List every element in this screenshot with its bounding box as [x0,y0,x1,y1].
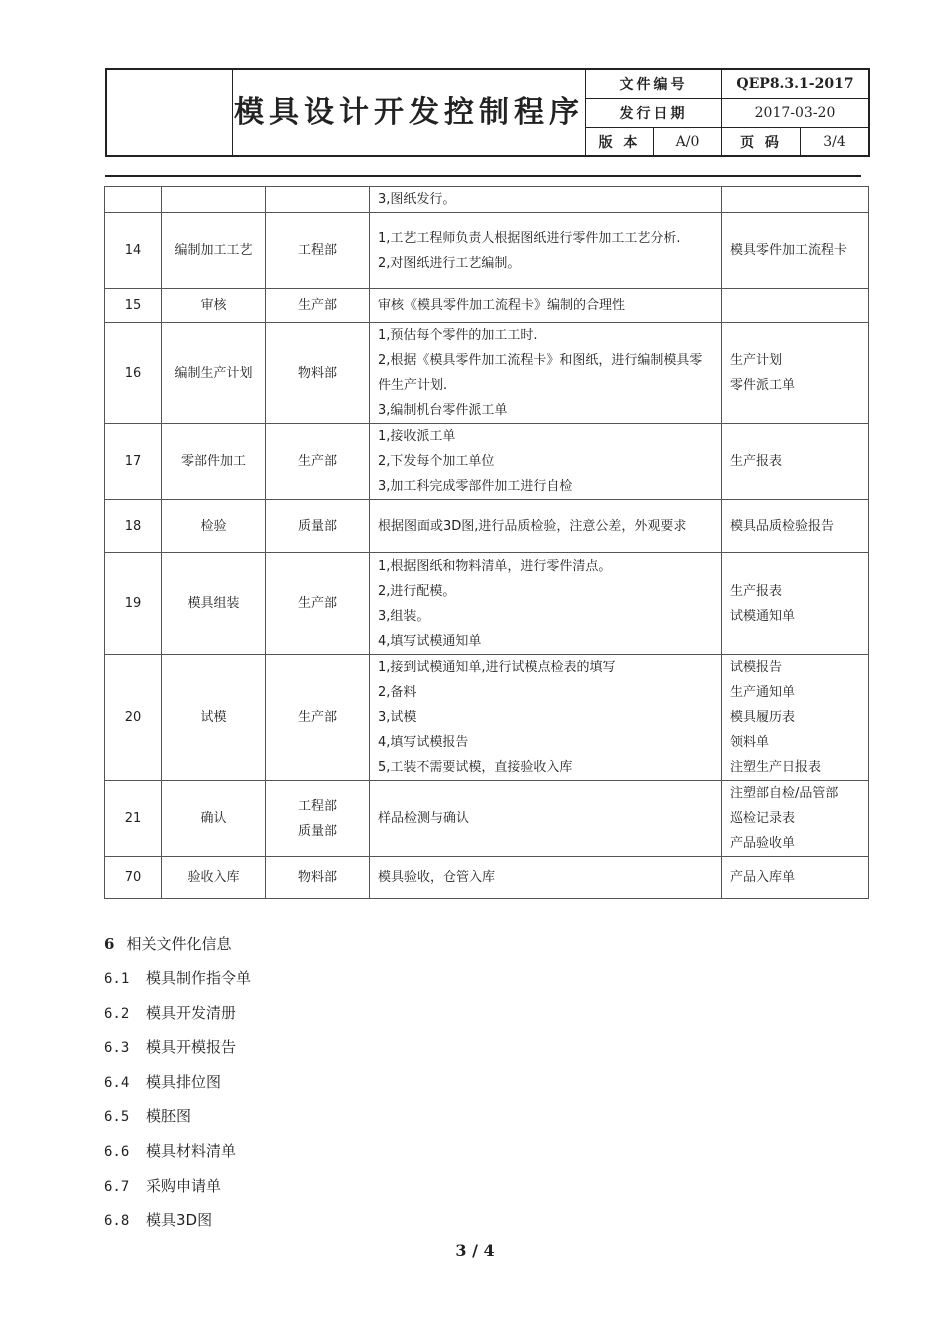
document-meta [586,70,868,155]
cell-content [370,289,722,323]
cell-content-line: 审核《模具零件加工流程卡》编制的合理性 [378,298,626,313]
list-item-text: 采购申请单 [146,1176,222,1195]
cell-content [370,187,722,213]
title-cell [233,70,586,155]
list-item-number: 6.4 [104,1074,130,1091]
cell-step-no: 14 [105,213,162,289]
cell-record [722,424,869,500]
list-item-number: 6.5 [104,1109,130,1126]
list-item-number: 6.1 [104,971,130,987]
cell-content [370,500,722,553]
cell-step-name: 零部件加工 [162,424,266,500]
cell-record-line: 巡检记录表 [730,811,796,826]
meta-row-doc-no [586,70,868,99]
cell-record [722,213,869,289]
cell-content-line: 1,接收派工单 [378,429,456,444]
cell-content-line: 根据图面或3D图,进行品质检验，注意公差，外观要求 [378,518,687,534]
cell-record [722,289,869,323]
list-item-text: 模胚图 [146,1107,192,1126]
cell-record-line: 零件派工单 [730,378,796,393]
cell-department-line: 生产部 [297,596,337,611]
cell-step-name: 检验 [162,500,266,553]
list-item [104,1102,251,1137]
cell-content-line: 1,预估每个零件的加工工时. [378,328,538,343]
list-item [104,1206,251,1241]
list-item-number: 6.3 [104,1040,130,1057]
cell-content-line: 4,填写试模报告 [378,735,469,750]
cell-department [266,781,370,857]
list-item-number: 6.2 [104,1005,130,1022]
meta-row-version [586,128,868,155]
table-row [105,655,869,781]
list-item [104,999,251,1034]
cell-content-line: 2,进行配模。 [378,583,456,599]
list-item-text: 模具制作指令单 [146,969,252,987]
cell-step-no: 16 [105,323,162,424]
list-item-text: 模具开发清册 [146,1003,237,1022]
cell-content-line: 1,工艺工程师负责人根据图纸进行零件加工工艺分析. [378,230,681,246]
list-item-number: 6.6 [104,1143,130,1160]
cell-content-line: 3,编制机台零件派工单 [378,403,508,418]
cell-step-name: 审核 [162,289,266,323]
header-divider [105,175,861,177]
cell-step-name: 验收入库 [162,857,266,899]
document-header [105,68,870,157]
cell-department [266,213,370,289]
cell-department [266,323,370,424]
cell-step-name: 编制加工工艺 [162,213,266,289]
cell-step-no: 17 [105,424,162,500]
cell-department [266,187,370,213]
cell-department-line: 工程部 [297,798,337,814]
cell-content [370,213,722,289]
table-row [105,187,869,213]
version-label: 版 本 [586,128,654,155]
cell-step-no: 20 [105,655,162,781]
cell-record-line: 注塑部自检/品管部 [730,786,839,801]
cell-step-no: 21 [105,781,162,857]
cell-step-name [162,187,266,213]
cell-content-line: 4,填写试模通知单 [378,633,482,649]
section-number: 6 [104,935,115,953]
issue-date-value: 2017-03-20 [754,105,836,121]
cell-department [266,424,370,500]
list-item-number: 6.7 [104,1178,130,1195]
cell-content [370,781,722,857]
cell-department-line: 物料部 [297,365,337,381]
cell-step-no: 70 [105,857,162,899]
cell-content-line: 模具验收，仓管入库 [378,870,496,885]
cell-content-line: 2,备料 [378,685,417,700]
cell-department-line: 质量部 [297,518,337,534]
related-documents-section [104,930,251,1241]
meta-row-issue-date [586,99,868,128]
page-label: 页 码 [722,128,801,155]
cell-record-line: 试模通知单 [730,608,796,624]
cell-content-line: 3,试模 [378,710,417,725]
section-list [104,964,251,1241]
cell-content-line: 3,组装。 [378,608,430,624]
cell-step-name: 编制生产计划 [162,323,266,424]
cell-content-line: 5,工装不需要试模，直接验收入库 [378,760,573,775]
cell-record-line: 产品入库单 [730,870,796,885]
cell-content [370,655,722,781]
cell-record-line: 模具品质检验报告 [730,518,835,534]
list-item [104,1068,251,1103]
cell-content [370,553,722,655]
cell-record-line: 生产计划 [730,353,783,368]
list-item [104,1172,251,1207]
cell-content [370,323,722,424]
table-row [105,424,869,500]
cell-department-line: 生产部 [297,298,337,313]
version-value: A/0 [654,128,722,155]
table-row [105,323,869,424]
list-item-text: 模具3D图 [146,1211,213,1230]
section-heading [104,930,251,964]
doc-no-value: QEP8.3.1-2017 [736,76,854,92]
page-value: 3/4 [823,133,846,150]
cell-record-line: 生产通知单 [730,685,796,700]
page-footer: 3 / 4 [455,1241,495,1260]
table-row [105,553,869,655]
cell-department-line: 质量部 [297,823,337,839]
cell-record-line: 生产报表 [730,583,783,599]
cell-record [722,187,869,213]
issue-date-label: 发行日期 [586,99,722,127]
cell-department-line: 生产部 [297,710,337,725]
document-title: 模具设计开发控制程序 [234,94,584,130]
cell-department [266,553,370,655]
cell-record-line: 模具履历表 [730,710,796,725]
cell-content [370,424,722,500]
cell-record [722,857,869,899]
cell-record [722,553,869,655]
procedure-table-body [105,187,869,899]
cell-step-no: 18 [105,500,162,553]
cell-record-line: 领料单 [730,735,770,750]
cell-content-line: 2,对图纸进行工艺编制。 [378,255,521,271]
list-item [104,1137,251,1172]
cell-step-no: 15 [105,289,162,323]
list-item-text: 模具材料清单 [146,1141,237,1160]
table-row [105,213,869,289]
cell-step-name: 试模 [162,655,266,781]
cell-record-line: 试模报告 [730,660,783,675]
list-item [104,1033,251,1068]
list-item-text: 模具排位图 [146,1072,222,1091]
cell-step-name: 模具组装 [162,553,266,655]
list-item-text: 模具开模报告 [146,1038,237,1057]
cell-department [266,289,370,323]
cell-record [722,500,869,553]
doc-no-label: 文件编号 [586,70,722,98]
cell-department-line: 工程部 [297,243,337,258]
cell-record-line: 注塑生产日报表 [730,760,822,775]
logo-cell [107,70,233,155]
cell-step-no: 19 [105,553,162,655]
cell-record [722,323,869,424]
cell-record-line: 模具零件加工流程卡 [730,243,848,258]
cell-department-line: 物料部 [297,870,337,885]
cell-content-line: 样品检测与确认 [378,811,470,826]
section-title: 相关文件化信息 [126,935,232,953]
cell-department [266,857,370,899]
list-item-number: 6.8 [104,1213,130,1230]
cell-content-line: 3,加工科完成零部件加工进行自检 [378,479,573,494]
cell-record [722,781,869,857]
cell-record [722,655,869,781]
cell-record-line: 生产报表 [730,454,783,469]
cell-content-line: 2,下发每个加工单位 [378,454,495,469]
cell-department [266,500,370,553]
procedure-table [104,186,869,899]
cell-content-line: 1,接到试模通知单,进行试模点检表的填写 [378,660,616,675]
cell-department [266,655,370,781]
cell-step-no [105,187,162,213]
cell-step-name: 确认 [162,781,266,857]
cell-content [370,857,722,899]
cell-department-line: 生产部 [297,454,337,469]
table-row [105,500,869,553]
table-row [105,781,869,857]
list-item [104,964,251,999]
table-row [105,857,869,899]
cell-content-line: 2,根据《模具零件加工流程卡》和图纸，进行编制模具零件生产计划. [378,353,703,393]
cell-content-line: 1,根据图纸和物料清单，进行零件清点。 [378,558,612,574]
table-row [105,289,869,323]
cell-content-line: 3,图纸发行。 [378,192,456,207]
cell-record-line: 产品验收单 [730,836,796,851]
